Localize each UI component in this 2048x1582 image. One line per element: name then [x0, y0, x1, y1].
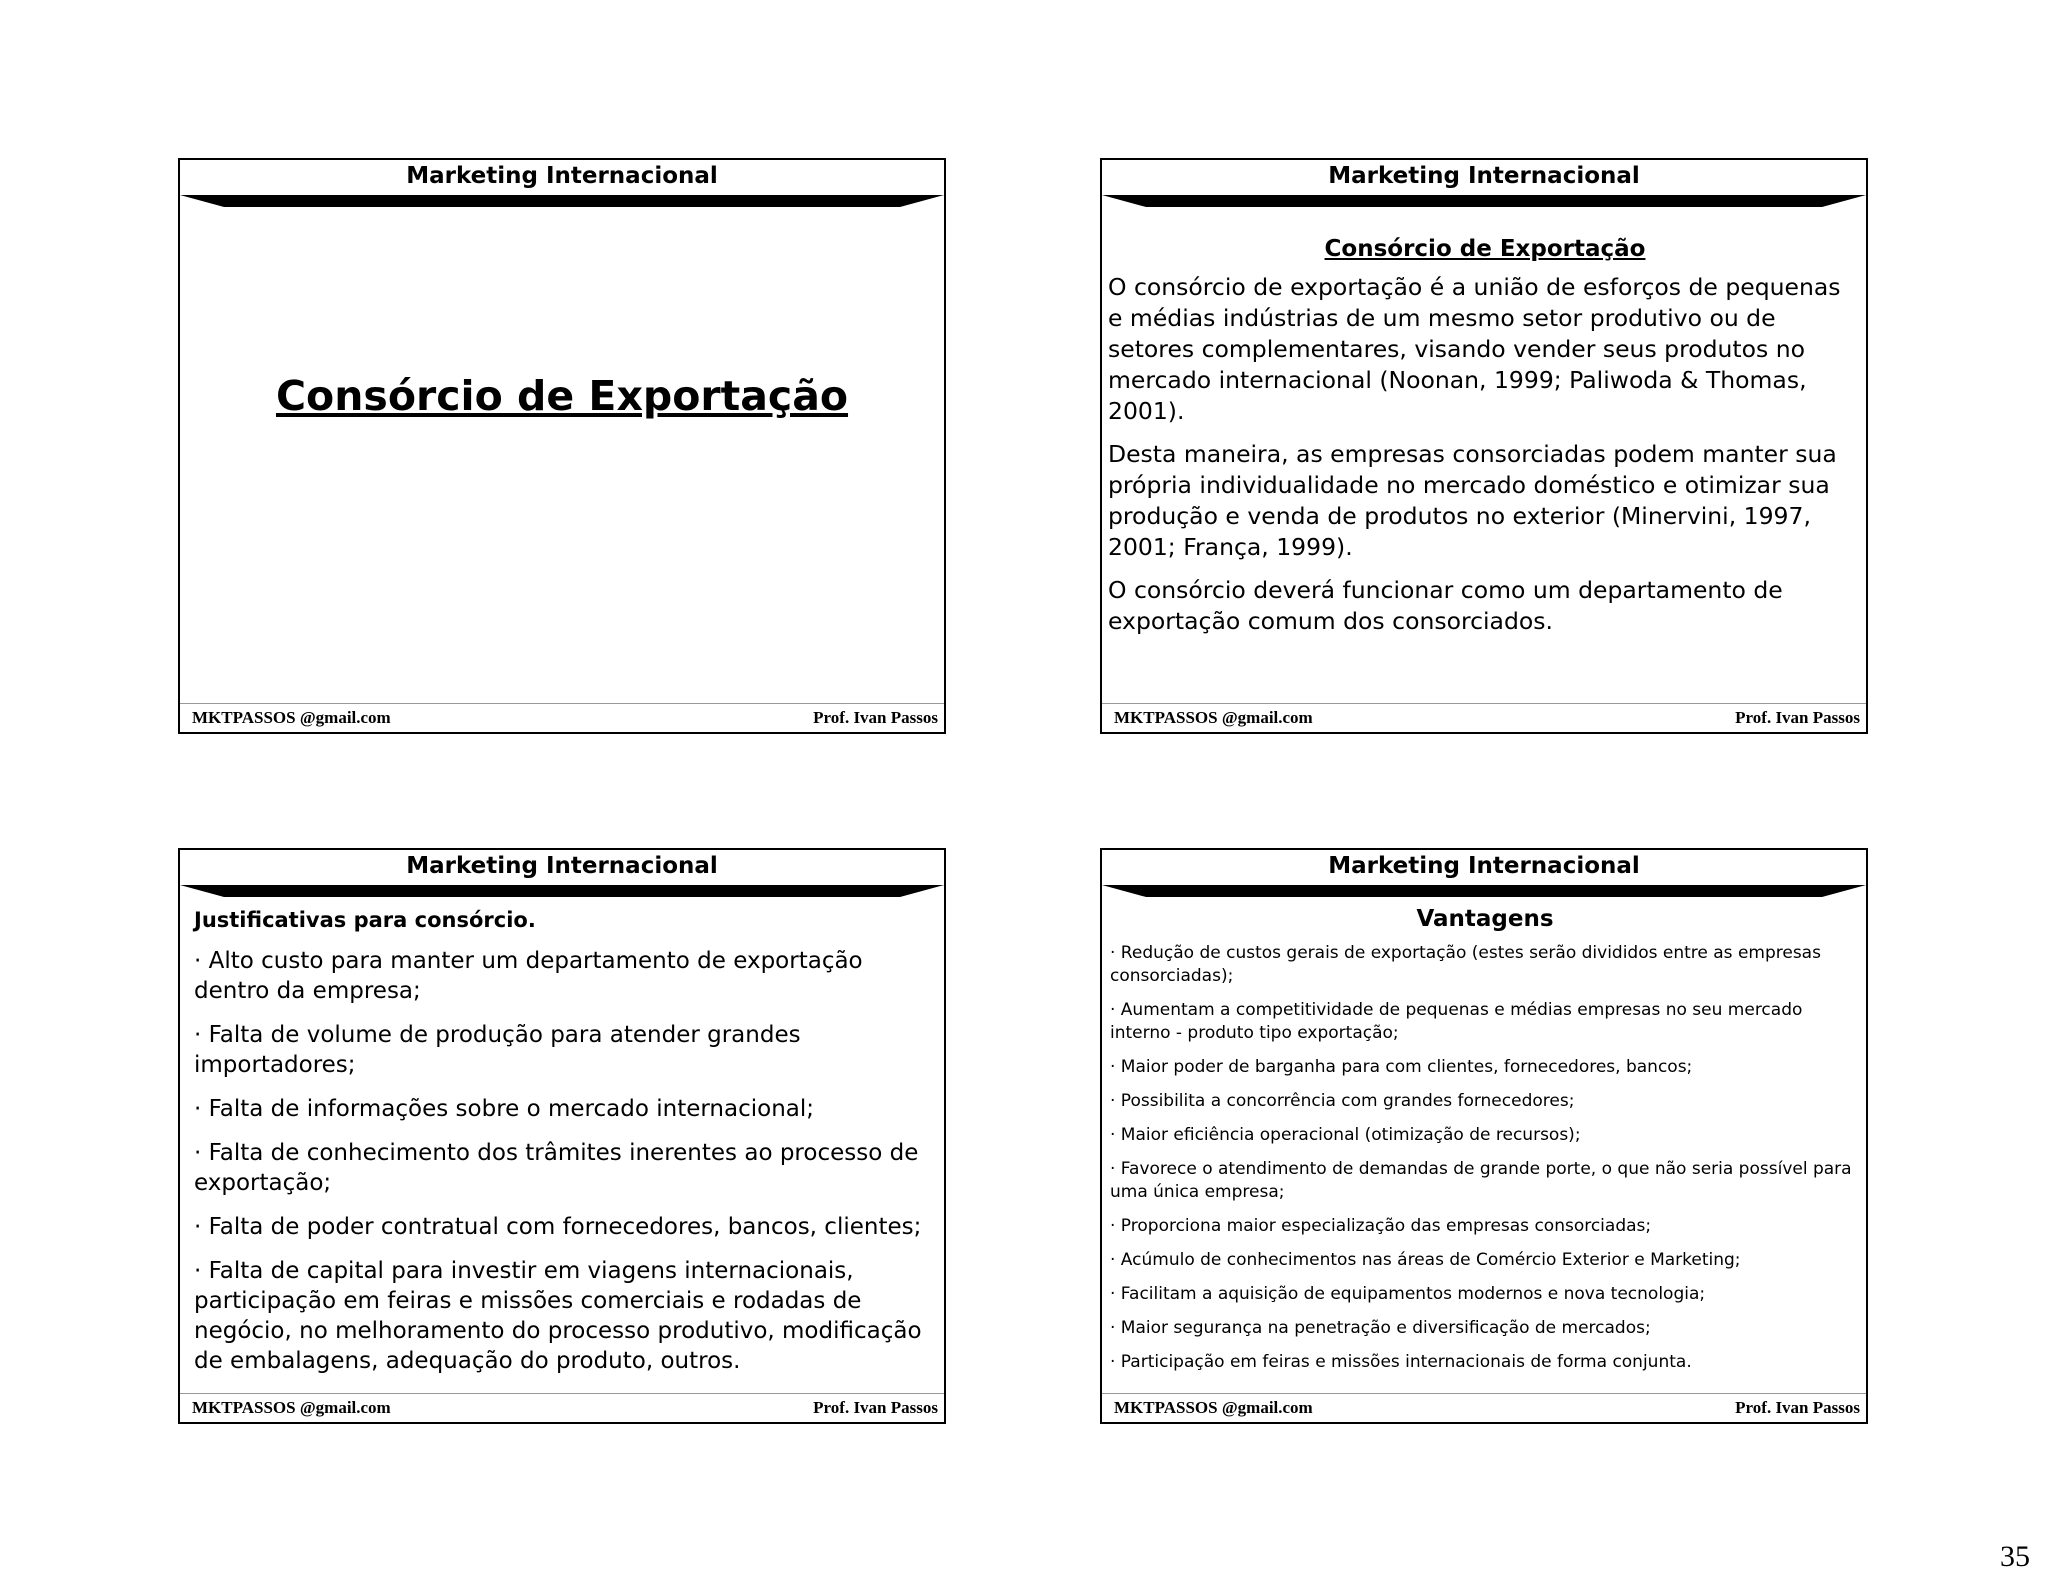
list-item: · Maior segurança na penetração e diversificação de mercados; [1110, 1318, 1651, 1338]
list-item: · Maior poder de barganha para com clientes, fornecedores, bancos; [1110, 1057, 1693, 1077]
slide-footer [1102, 703, 1866, 732]
footer-author: Prof. Ivan Passos [813, 708, 938, 727]
footer-email: MKTPASSOS @gmail.com [1114, 708, 1313, 727]
slide-content [194, 906, 936, 1390]
list-item: · Maior eficiência operacional (otimização de recursos); [1110, 1125, 1581, 1145]
list-item: · Aumentam a competitividade de pequenas e médias empresas no seu mercado interno - produto tipo exportação; [1110, 1000, 1803, 1043]
slide-1 [178, 158, 946, 734]
footer-email: MKTPASSOS @gmail.com [192, 708, 391, 727]
footer-author: Prof. Ivan Passos [813, 1398, 938, 1417]
slide-header: Marketing Internacional [406, 853, 718, 879]
header-divider-bar [1102, 195, 1866, 207]
list-item: · Falta de volume de produção para atender grandes importadores; [194, 1022, 801, 1078]
slide-content [1110, 906, 1860, 1385]
slide-footer [180, 703, 944, 732]
section-heading: Justificativas para consórcio. [194, 908, 536, 932]
slide-title: Consórcio de Exportação [275, 372, 849, 420]
paragraph: Desta maneira, as empresas consorciadas podem manter sua própria individualidade no mercado doméstico e otimizar sua produção e venda de produtos no exterior (Minervini, 1997, 2001; França, 1999). [1108, 440, 1837, 561]
list-item: · Falta de informações sobre o mercado internacional; [194, 1096, 815, 1122]
list-item: · Falta de capital para investir em viagens internacionais, participação em feiras e missões comerciais e rodadas de negócio, no melhoramento do processo produtivo, modificação de embalagens, adequação do produto, outros. [194, 1258, 922, 1374]
slide-header: Marketing Internacional [406, 163, 718, 189]
list-item: · Facilitam a aquisição de equipamentos modernos e nova tecnologia; [1110, 1284, 1706, 1304]
slide-header: Marketing Internacional [1328, 853, 1640, 879]
slide-content [1108, 236, 1862, 649]
paragraph: O consórcio de exportação é a união de esforços de pequenas e médias indústrias de um mesmo setor produtivo ou de setores complementares, visando vender seus produtos no mercado internacional (Noonan, 1999; Paliwoda & Thomas, 2001). [1108, 273, 1841, 425]
footer-author: Prof. Ivan Passos [1735, 1398, 1860, 1417]
list-item: · Proporciona maior especialização das empresas consorciadas; [1110, 1216, 1652, 1236]
footer-author: Prof. Ivan Passos [1735, 708, 1860, 727]
list-item: · Participação em feiras e missões internacionais de forma conjunta. [1110, 1352, 1692, 1372]
section-heading: Vantagens [1416, 906, 1554, 932]
header-divider-bar [180, 195, 944, 207]
slide-subtitle: Consórcio de Exportação [1324, 236, 1646, 262]
slide-footer [180, 1393, 944, 1422]
slide-3 [178, 848, 946, 1424]
list-item: · Falta de conhecimento dos trâmites inerentes ao processo de exportação; [194, 1140, 919, 1196]
list-item: · Redução de custos gerais de exportação (estes serão divididos entre as empresas consorciadas); [1110, 943, 1821, 986]
list-item: · Acúmulo de conhecimentos nas áreas de Comércio Exterior e Marketing; [1110, 1250, 1741, 1270]
slide-header: Marketing Internacional [1328, 163, 1640, 189]
slide-footer [1102, 1393, 1866, 1422]
slide-2 [1100, 158, 1868, 734]
footer-email: MKTPASSOS @gmail.com [192, 1398, 391, 1417]
footer-email: MKTPASSOS @gmail.com [1114, 1398, 1313, 1417]
paragraph: O consórcio deverá funcionar como um departamento de exportação comum dos consorciados. [1108, 576, 1783, 635]
slide-4 [1100, 848, 1868, 1424]
header-divider-bar [180, 885, 944, 897]
page-number: 35 [2000, 1540, 2030, 1573]
list-item: · Alto custo para manter um departamento de exportação dentro da empresa; [194, 948, 863, 1004]
list-item: · Possibilita a concorrência com grandes fornecedores; [1110, 1091, 1575, 1111]
header-divider-bar [1102, 885, 1866, 897]
list-item: · Favorece o atendimento de demandas de grande porte, o que não seria possível para uma única empresa; [1110, 1159, 1852, 1202]
list-item: · Falta de poder contratual com fornecedores, bancos, clientes; [194, 1214, 922, 1240]
